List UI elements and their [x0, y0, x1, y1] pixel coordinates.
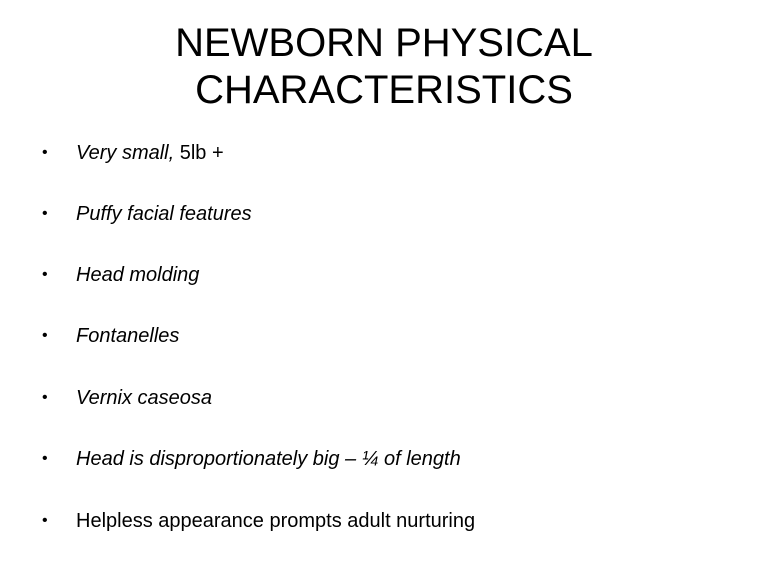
bullet-item — [0, 383, 700, 413]
bullet-text — [76, 506, 475, 536]
bullet-item — [0, 321, 700, 351]
bullet-item — [0, 260, 700, 290]
bullet-item — [0, 444, 700, 474]
bullet-text — [76, 383, 212, 413]
slide-title-line-1: NEWBORN PHYSICAL — [175, 21, 593, 65]
bullet-text-plain: 5lb + — [179, 142, 224, 164]
bullet-text-italic: Puffy facial features — [76, 203, 252, 225]
bullet-text — [76, 199, 252, 229]
bullet-item — [0, 199, 700, 229]
bullet-text-italic: Very small, — [76, 142, 180, 164]
bullet-text-plain: Helpless appearance prompts adult nurturing — [76, 510, 476, 532]
bullet-icon: • — [42, 205, 48, 222]
bullet-text-italic: Vernix caseosa — [76, 387, 212, 409]
bullet-text-italic: Head molding — [76, 264, 200, 286]
bullet-icon: • — [42, 512, 48, 529]
bullet-text — [76, 444, 461, 474]
bullet-icon: • — [42, 327, 48, 344]
bullet-text — [76, 138, 224, 168]
bullet-text — [76, 321, 179, 351]
bullet-item — [0, 138, 700, 168]
bullet-icon: • — [42, 144, 48, 161]
slide-title — [0, 20, 768, 114]
bullet-item — [0, 506, 700, 536]
bullet-text-italic: Head is disproportionately big – ¼ of length — [76, 448, 461, 470]
bullet-text-italic: Fontanelles — [76, 325, 180, 347]
bullet-icon: • — [42, 266, 48, 283]
bullet-icon: • — [42, 450, 48, 467]
slide-title-line-2: CHARACTERISTICS — [195, 68, 573, 112]
bullet-icon: • — [42, 389, 48, 406]
bullet-text — [76, 260, 199, 290]
